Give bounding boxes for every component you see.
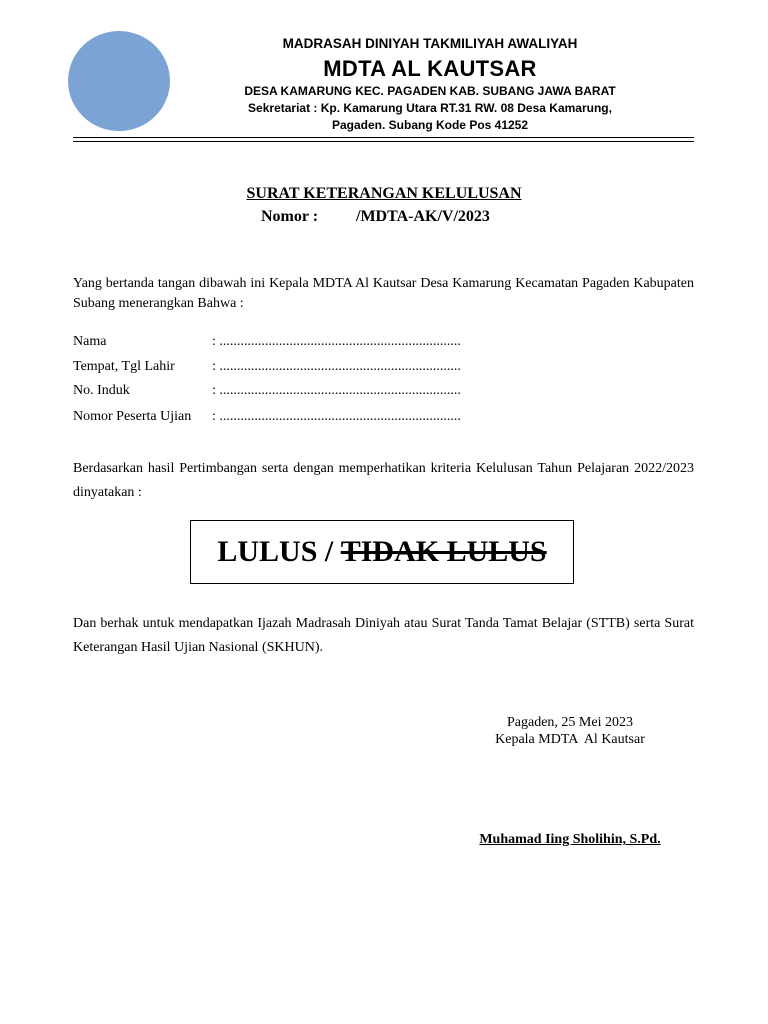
signer-position: Kepala MDTA Al Kautsar [495,732,645,747]
header-village: DESA KAMARUNG KEC. PAGADEN KAB. SUBANG JAWA BARAT [244,84,616,98]
header-address: Sekretariat : Kp. Kamarung Utara RT.31 RW. 08 Desa Kamarung, [248,101,612,115]
basis-paragraph: Berdasarkan hasil Pertimbangan serta dengan memperhatikan kriteria Kelulusan Tahun Pelajaran 2022/2023 dinyatakan : [73,461,694,500]
document-title: SURAT KETERANGAN KELULUSAN [246,185,522,202]
intro-paragraph: Yang bertanda tangan dibawah ini Kepala MDTA Al Kautsar Desa Kamarung Kecamatan Pagaden Kabupaten Subang menerangkan Bahwa : [73,276,694,311]
closing-paragraph: Dan berhak untuk mendapatkan Ijazah Madrasah Diniyah atau Surat Tanda Tamat Belajar (STTB) serta Surat Keterangan Hasil Ujian Nasional (SKHUN). [73,616,694,655]
header-divider-bottom [73,141,694,142]
header-postal: Pagaden. Subang Kode Pos 41252 [331,118,529,132]
field-label-no-induk: No. Induk [73,383,130,398]
field-value-no-induk: : ..................................................................... [212,383,461,398]
document-number-value: /MDTA-AK/V/2023 [356,208,490,225]
result-box [190,520,574,584]
field-label-tempat-tgl-lahir: Tempat, Tgl Lahir [73,359,175,374]
result-fail-struck: TIDAK LULUS [340,535,547,568]
document-number-label: Nomor : [261,208,319,225]
field-value-nomor-peserta: : ..................................................................... [212,409,461,424]
field-label-nama: Nama [73,334,107,349]
signer-name: Muhamad Iing Sholihin, S.Pd. [479,832,661,847]
field-label-nomor-peserta: Nomor Peserta Ujian [73,409,192,424]
result-pass: LULUS / [217,535,334,568]
place-date: Pagaden, 25 Mei 2023 [507,715,633,730]
field-value-nama: : ..................................................................... [212,334,461,349]
header-institution-type: MADRASAH DINIYAH TAKMILIYAH AWALIYAH [282,36,578,51]
header-divider-top [73,137,694,138]
school-logo [68,31,170,131]
header-school-name: MDTA AL KAUTSAR [323,56,537,81]
field-value-tempat-tgl-lahir: : ..................................................................... [212,359,461,374]
